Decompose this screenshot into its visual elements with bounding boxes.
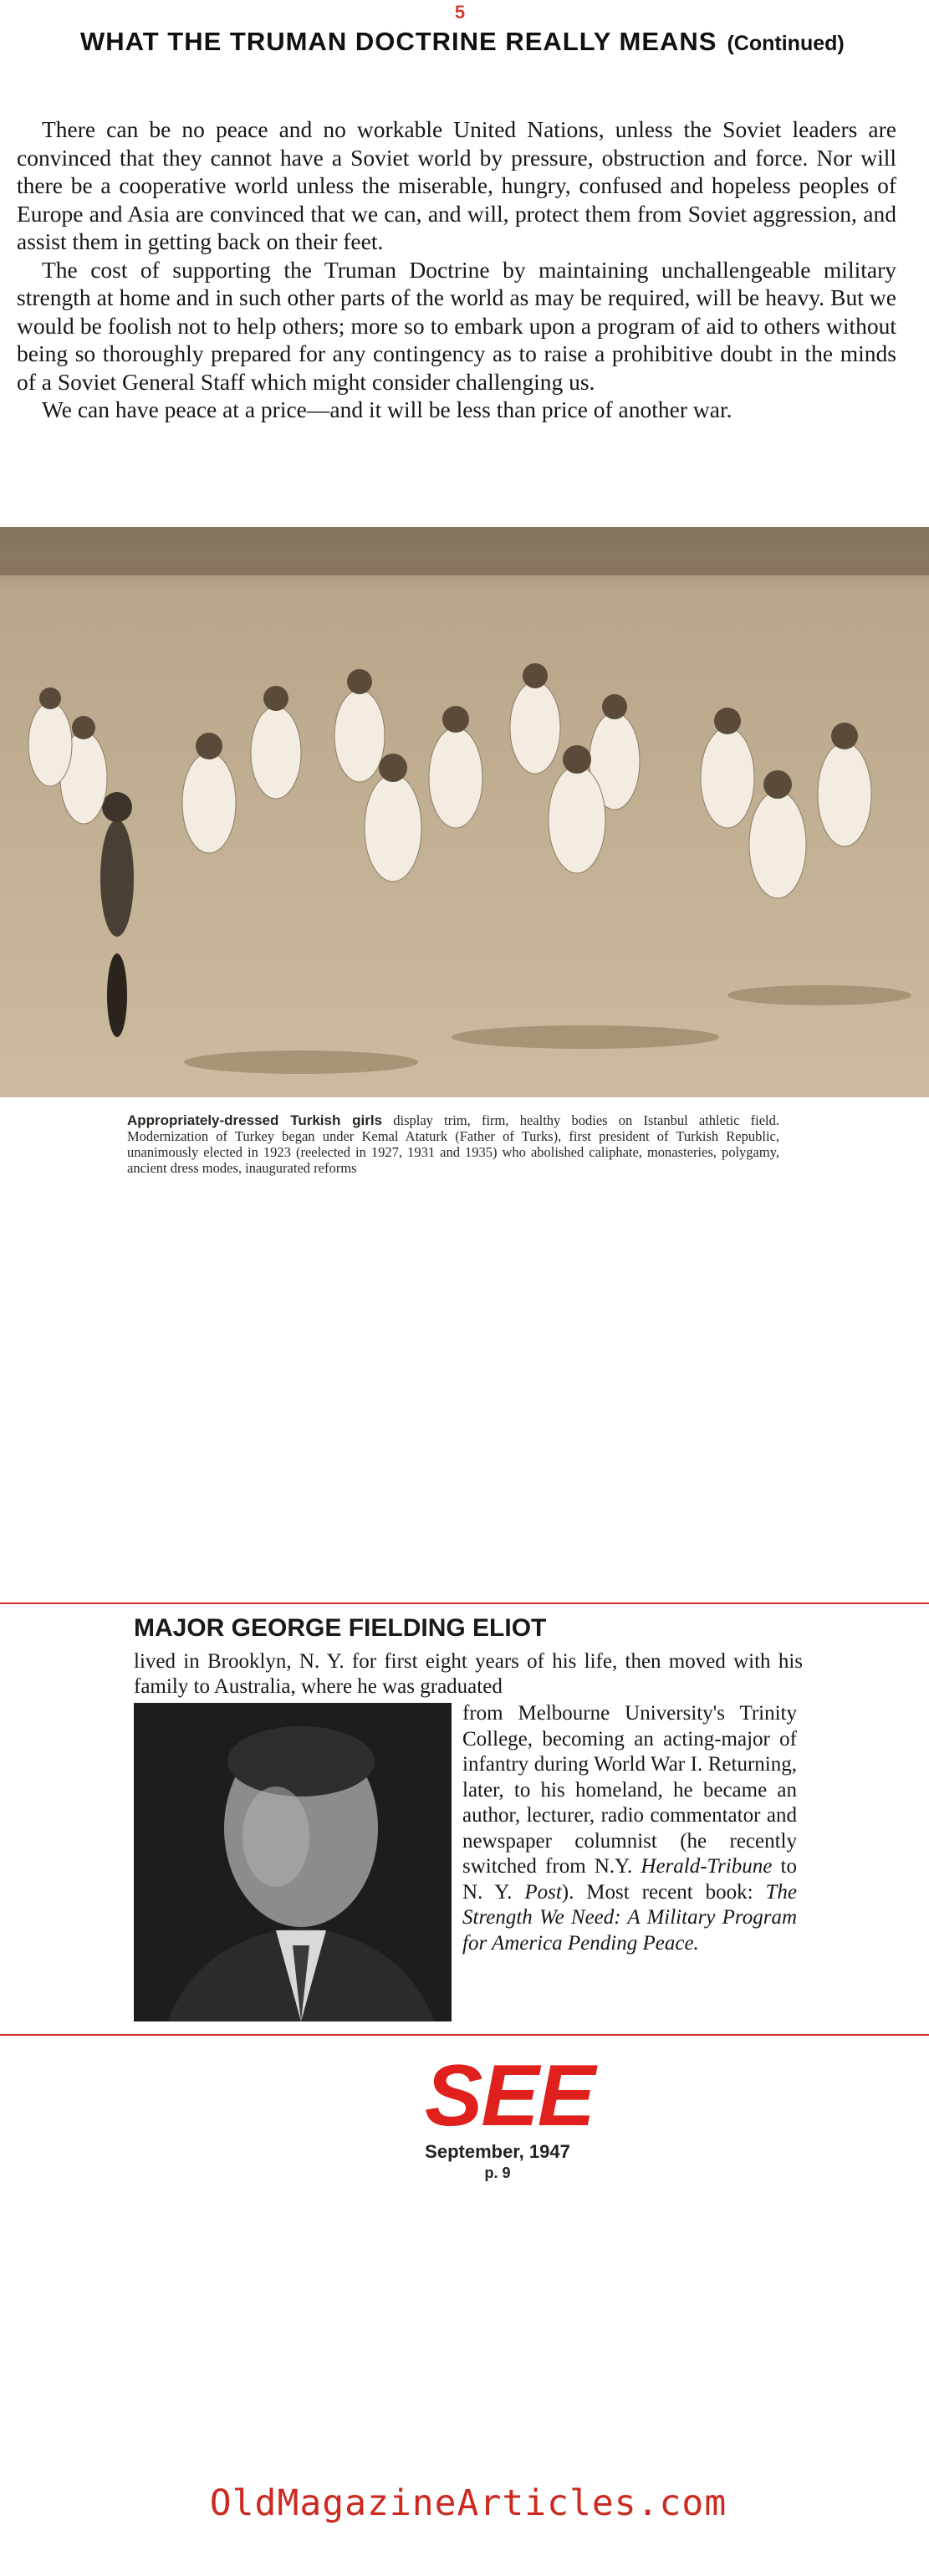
bio-paper-2: Post [524,1880,562,1904]
portrait-illustration [134,1703,452,2021]
photo-caption [127,1112,779,1176]
bio-body-3: ). Most recent book: [561,1880,753,1904]
article-paragraph: We can have peace at a price—and it will be less than price of another war. [42,396,732,422]
continued-label: (Continued) [727,32,845,55]
bio-body-2: to N. Y. [462,1855,797,1904]
bio-first-line: lived in Brooklyn, N. Y. for first eight years of his life, then moved with his family to Australia, where he was graduated [134,1650,803,1698]
footer-brand[interactable]: OldMagazineArticles.com [209,2482,727,2524]
magazine-page: p. 9 [484,2165,511,2181]
article-body [17,115,896,424]
marching-girls-photo [0,527,929,1097]
page-number: 5 [454,2,466,23]
article-paragraph: There can be no peace and no workable United Nations, unless the Soviet leaders are convinced that they cannot have a Soviet world by pressure, obstruction and force. Nor will there be a cooperative world unless the miserable, hungry, confused and hopeless peoples of Europe and Asia are convinced that we can, and will, protect them from Soviet aggression, and assist them in getting back on their feet. [17,116,896,254]
bio-top-rule [0,1602,929,1604]
article-header [80,27,866,57]
magazine-date: September, 1947 [425,2141,570,2162]
caption-lead: Appropriately-dressed Turkish girls [127,1112,383,1128]
bio-name: MAJOR GEORGE FIELDING ELIOT [134,1614,547,1642]
article-paragraph: The cost of supporting the Truman Doctrine by maintaining unchallengeable military strength at home and in such other parts of the world as may be required, will be heavy. But we would be foolish not to help others; more so to embark upon a program of aid to others without being so thoroughly prepared for any contingency as to raise a prohibitive doubt in the minds of a Soviet General Staff which might consider challenging us. [17,256,896,395]
article-title: WHAT THE TRUMAN DOCTRINE REALLY MEANS [80,27,717,56]
bio-bottom-rule [0,2034,929,2036]
caption-text: display trim, firm, healthy bodies on Istanbul athletic field. Modernization of Turkey began under Kemal Ataturk (Father of Turks), first president of Turkish Republic, unanimously elected in 1923 (reelected in 1927, 1931 and 1935) who abolished caliphate, monasteries, polygamy, ancient dress modes, inaugurated reforms [127,1112,779,1176]
bio-body [462,1701,797,1956]
bio-book-title: The Strength We Need: A Military Program for America Pending Peace. [462,1880,797,1955]
photo-illustration [0,527,929,1097]
bio-body-1: from Melbourne University's Trinity College, becoming an acting-major of infantry during World War I. Returning, later, to his homeland, he became an author, lecturer, radio commentator and newspaper columnist (he recently switched from N.Y. [462,1702,797,1878]
author-portrait [134,1703,452,2021]
see-magazine-logo: SEE [425,2047,595,2144]
bio-paper-1: Herald-Tribune [641,1855,773,1878]
